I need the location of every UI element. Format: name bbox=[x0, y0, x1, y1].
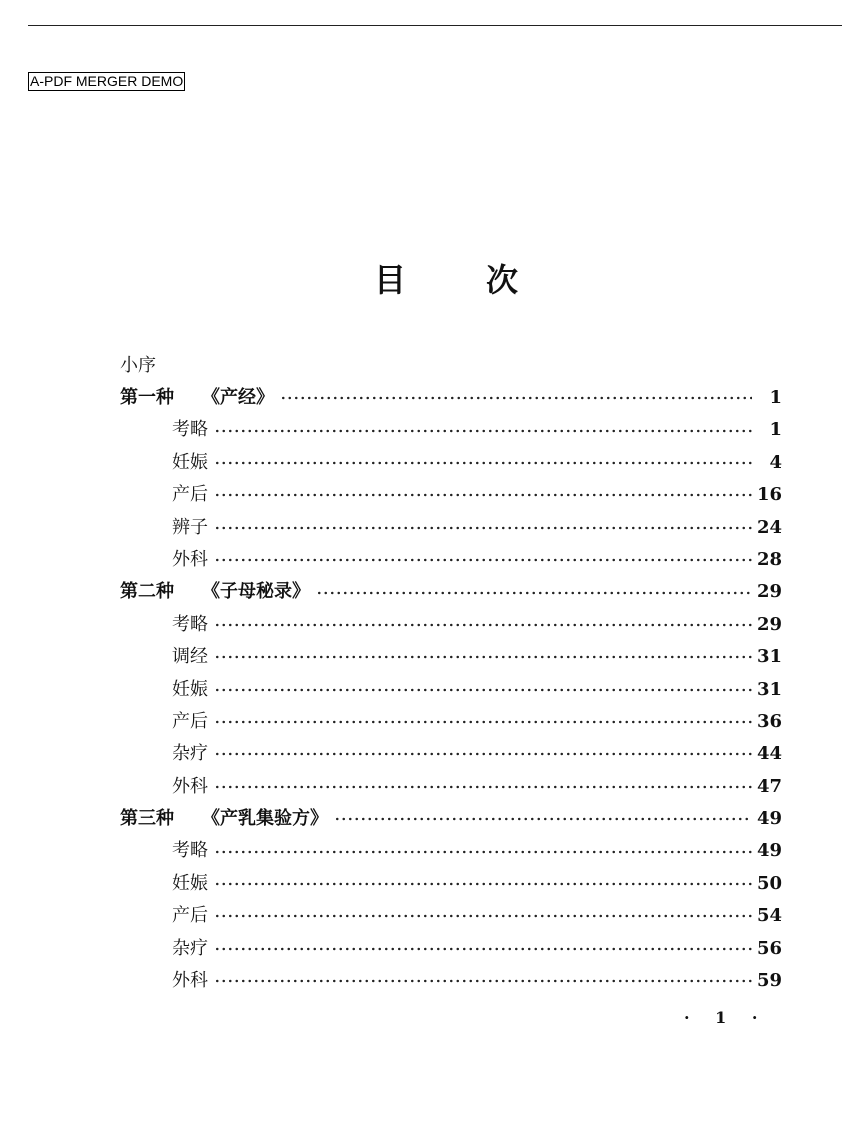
toc-entry[interactable] bbox=[120, 965, 782, 997]
dot-leader bbox=[334, 817, 752, 821]
dot-leader bbox=[214, 623, 752, 627]
toc-entry[interactable] bbox=[120, 868, 782, 900]
dot-leader bbox=[214, 947, 752, 951]
toc-entry-label: 考略 bbox=[172, 840, 208, 862]
toc-entry-label: 杂疗 bbox=[172, 937, 208, 959]
dot-leader bbox=[214, 688, 752, 692]
toc-page-number: 1 bbox=[769, 387, 782, 408]
toc-entry-label: 妊娠 bbox=[172, 872, 208, 894]
toc-book-title: 《产乳集验方》 bbox=[202, 808, 328, 830]
toc-page-number: 29 bbox=[756, 581, 782, 603]
dot-leader bbox=[214, 655, 752, 659]
toc-page-number: 54 bbox=[756, 905, 782, 927]
toc-entry-label: 调经 bbox=[172, 646, 208, 668]
dot-leader bbox=[214, 752, 752, 756]
toc-entry-label: 产后 bbox=[172, 710, 208, 732]
page-folio: · 1 · bbox=[684, 1008, 768, 1027]
dot-leader bbox=[214, 429, 752, 433]
dot-leader bbox=[214, 720, 752, 724]
toc-page-number: 31 bbox=[756, 678, 782, 700]
toc-entry[interactable] bbox=[120, 447, 782, 479]
dot-leader bbox=[214, 558, 752, 562]
toc-entry[interactable] bbox=[120, 933, 782, 965]
toc-entry-label: 外科 bbox=[172, 775, 208, 797]
dot-leader bbox=[214, 785, 752, 789]
table-of-contents bbox=[120, 350, 782, 997]
dot-leader bbox=[214, 493, 752, 497]
toc-entry[interactable] bbox=[120, 479, 782, 511]
toc-page-number: 47 bbox=[756, 775, 782, 797]
toc-page-number: 29 bbox=[756, 613, 782, 635]
toc-entry[interactable] bbox=[120, 512, 782, 544]
toc-page-number: 49 bbox=[756, 808, 782, 830]
toc-page-number: 50 bbox=[756, 872, 782, 894]
toc-entry[interactable] bbox=[120, 738, 782, 770]
toc-entry[interactable] bbox=[120, 674, 782, 706]
toc-page-number: 16 bbox=[756, 484, 782, 506]
toc-page-number: 36 bbox=[756, 710, 782, 732]
toc-book-title: 《产经》 bbox=[202, 387, 274, 408]
toc-entry[interactable] bbox=[120, 835, 782, 867]
toc-entry[interactable] bbox=[120, 771, 782, 803]
toc-book-title: 《子母秘录》 bbox=[202, 581, 310, 603]
toc-entry-label: 妊娠 bbox=[172, 678, 208, 700]
toc-entry-label: 外科 bbox=[172, 548, 208, 570]
toc-entry[interactable] bbox=[120, 706, 782, 738]
dot-leader bbox=[214, 914, 752, 918]
toc-entry-label: 辨子 bbox=[172, 516, 208, 538]
toc-part-label: 第一种 bbox=[120, 387, 174, 408]
dot-leader bbox=[214, 979, 752, 983]
toc-page-number: 59 bbox=[756, 970, 782, 992]
header-rule bbox=[28, 25, 842, 26]
toc-page-number: 56 bbox=[756, 937, 782, 959]
toc-part-1[interactable] bbox=[120, 382, 782, 414]
toc-part-label: 第二种 bbox=[120, 581, 174, 603]
watermark-label: A-PDF MERGER DEMO bbox=[30, 73, 184, 89]
dot-leader bbox=[214, 850, 752, 854]
toc-preface[interactable]: 小序 bbox=[120, 355, 156, 376]
toc-entry[interactable] bbox=[120, 900, 782, 932]
toc-entry-label: 产后 bbox=[172, 484, 208, 506]
toc-part-2[interactable] bbox=[120, 576, 782, 608]
dot-leader bbox=[316, 591, 752, 595]
toc-entry-label: 妊娠 bbox=[172, 451, 208, 473]
dot-leader bbox=[214, 882, 752, 886]
toc-entry-label: 杂疗 bbox=[172, 743, 208, 765]
toc-page-number: 49 bbox=[756, 840, 782, 862]
toc-part-label: 第三种 bbox=[120, 808, 174, 830]
toc-entry-label: 产后 bbox=[172, 905, 208, 927]
toc-page-number: 4 bbox=[769, 451, 782, 473]
toc-entry[interactable] bbox=[120, 544, 782, 576]
toc-entry[interactable] bbox=[120, 414, 782, 446]
toc-page-number: 28 bbox=[756, 548, 782, 570]
toc-page-number: 24 bbox=[756, 516, 782, 538]
toc-entry[interactable] bbox=[120, 609, 782, 641]
page-title-char-1: 目 bbox=[374, 261, 407, 299]
toc-page-number: 31 bbox=[756, 646, 782, 668]
dot-leader bbox=[280, 396, 752, 400]
toc-page-number: 1 bbox=[769, 419, 782, 441]
toc-entry-label: 考略 bbox=[172, 419, 208, 441]
dot-leader bbox=[214, 526, 752, 530]
toc-part-3[interactable] bbox=[120, 803, 782, 835]
toc-entry[interactable] bbox=[120, 641, 782, 673]
dot-leader bbox=[214, 461, 752, 465]
toc-entry-label: 外科 bbox=[172, 970, 208, 992]
toc-page-number: 44 bbox=[756, 743, 782, 765]
toc-entry-label: 考略 bbox=[172, 613, 208, 635]
page-title-char-2: 次 bbox=[486, 261, 519, 299]
